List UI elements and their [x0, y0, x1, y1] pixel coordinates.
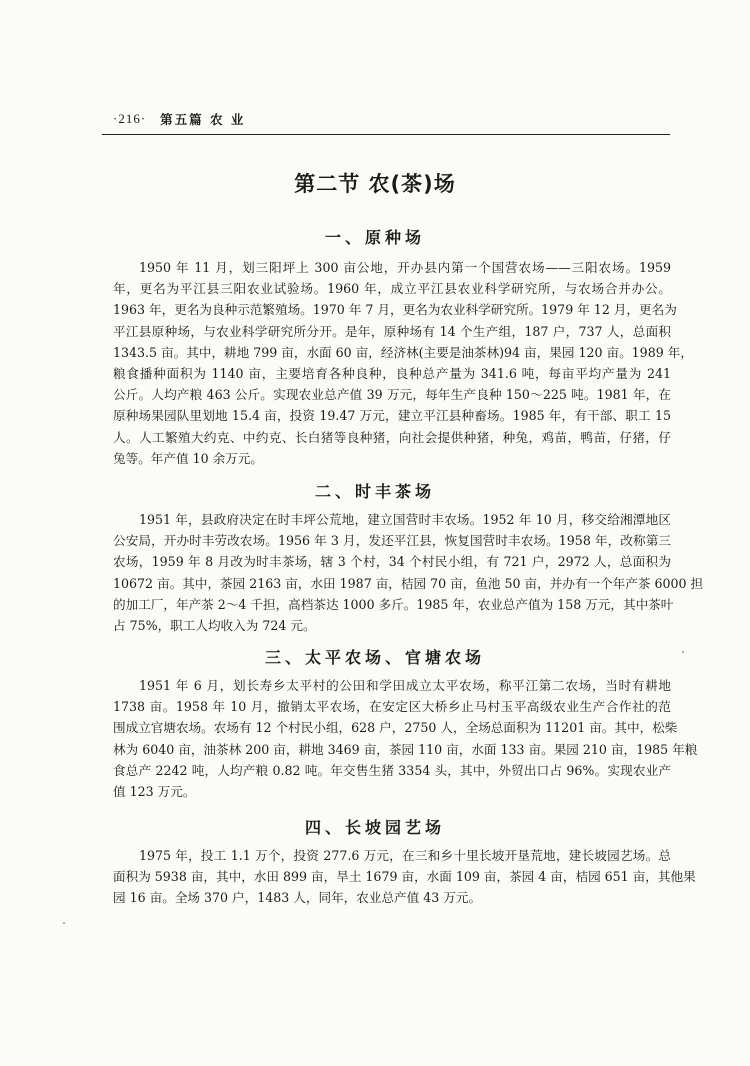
text-line: 1951 年，县政府决定在时丰坪公荒地，建立国营时丰农场。1952 年 10 月，移交给湘潭地区	[139, 512, 671, 527]
section-body-changpo	[113, 845, 696, 909]
section-body-taiping-guantang	[113, 675, 698, 802]
chapter-title: 第二节 农(茶)场	[294, 172, 456, 196]
text-line: 围成立官塘农场。农场有 12 个村民小组，628 户，2750 人，全场总面积为 11201 亩。其中，松柴	[113, 720, 678, 736]
section-title-yuanzhong: 一、原种场	[324, 228, 425, 247]
text-line: 林为 6040 亩，油茶林 200 亩，耕地 3469 亩，茶园 110 亩，水面 133 亩。果园 210 亩，1985 年粮	[113, 741, 698, 757]
text-line: 公安局，开办时丰劳改农场。1956 年 3 月，发还平江县，恢复国营时丰农场。1958 年，改称第三	[113, 533, 671, 549]
section-body-shifeng	[113, 509, 704, 636]
section-title-taiping-guantang: 三、太平农场、官塘农场	[264, 648, 485, 667]
page-number: ·216·	[113, 111, 147, 126]
part-title: 第五篇 农 业	[160, 112, 246, 127]
text-line: 园 16 亩。全场 370 户，1483 人，同年，农业总产值 43 万元。	[113, 890, 482, 906]
text-line: 粮食播种面积为 1140 亩，主要培育各种良种，良种总产量为 341.6 吨，每亩平均产量为 241	[113, 366, 671, 382]
text-line: 1950 年 11 月，划三阳坪上 300 亩公地，开办县内第一个国营农场——三阳农场。1959	[139, 260, 671, 275]
text-line: 1951 年 6 月，划长寿乡太平村的公田和学田成立太平农场，称平江第二农场，当时有耕地	[139, 678, 671, 693]
text-line: 1343.5 亩。其中，耕地 799 亩，水面 60 亩，经济林(主要是油茶林)94 亩，果园 120 亩。1989 年，	[113, 344, 693, 360]
text-line: 食总产 2242 吨，人均产粮 0.82 吨。年交售生猪 3354 头，其中，外贸出口占 96%。实现农业产	[113, 762, 671, 778]
section-title-shifeng: 二、时丰茶场	[314, 482, 435, 501]
running-header	[113, 108, 673, 130]
text-line: 公斤。人均产粮 463 公斤。实现农业总产值 39 万元，每年生产良种 150～225 吨。1981 年，在	[113, 387, 671, 403]
scan-speck	[682, 651, 684, 653]
text-line: 的加工厂，年产茶 2～4 千担，高档茶达 1000 多斤。1985 年，农业总产值为 158 万元，其中茶叶	[113, 596, 674, 612]
text-line: 1975 年，投工 1.1 万个，投资 277.6 万元，在三和乡十里长坡开垦荒地，建长坡园艺场。总	[139, 848, 671, 863]
text-line: 原种场果园队里划地 15.4 亩，投资 19.47 万元，建立平江县种畜场。1985 年，有干部、职工 15	[113, 408, 671, 424]
text-line: 兔等。年产值 10 余万元。	[113, 450, 263, 466]
section-title-changpo: 四、长坡园艺场	[304, 818, 445, 837]
section-body-yuanzhong	[113, 257, 693, 469]
text-line: 年，更名为平江县三阳农业试验场。1960 年，成立平江县农业科学研究所，与农场合并办公。	[113, 281, 671, 297]
text-line: 农场，1959 年 8 月改为时丰茶场，辖 3 个村，34 个村民小组，有 721 户，2972 人，总面积为	[113, 554, 671, 570]
text-line: 10672 亩。其中，茶园 2163 亩，水田 1987 亩，桔园 70 亩，鱼池 50 亩，并办有一个年产茶 6000 担	[113, 575, 704, 591]
text-line: 值 123 万元。	[113, 784, 196, 800]
text-line: 1738 亩。1958 年 10 月，撤销太平农场，在安定区大桥乡止马村玉平高级农业生产合作社的范	[113, 699, 671, 715]
text-line: 面积为 5938 亩，其中，水田 899 亩，旱土 1679 亩，水面 109 亩，茶园 4 亩，桔园 651 亩，其他果	[113, 869, 696, 885]
header-rule	[102, 134, 670, 135]
scan-speck	[63, 922, 65, 924]
text-line: 1963 年，更名为良种示范繁殖场。1970 年 7 月，更名为农业科学研究所。1979 年 12 月，更名为	[113, 302, 677, 318]
text-line: 人。人工繁殖大约克、中约克、长白猪等良种猪，向社会提供种猪，种兔，鸡苗，鸭苗，仔猪，仔	[113, 429, 671, 445]
text-line: 占 75%，职工人均收入为 724 元。	[113, 618, 316, 634]
text-line: 平江县原种场，与农业科学研究所分开。是年，原种场有 14 个生产组，187 户，737 人，总面积	[113, 323, 671, 339]
